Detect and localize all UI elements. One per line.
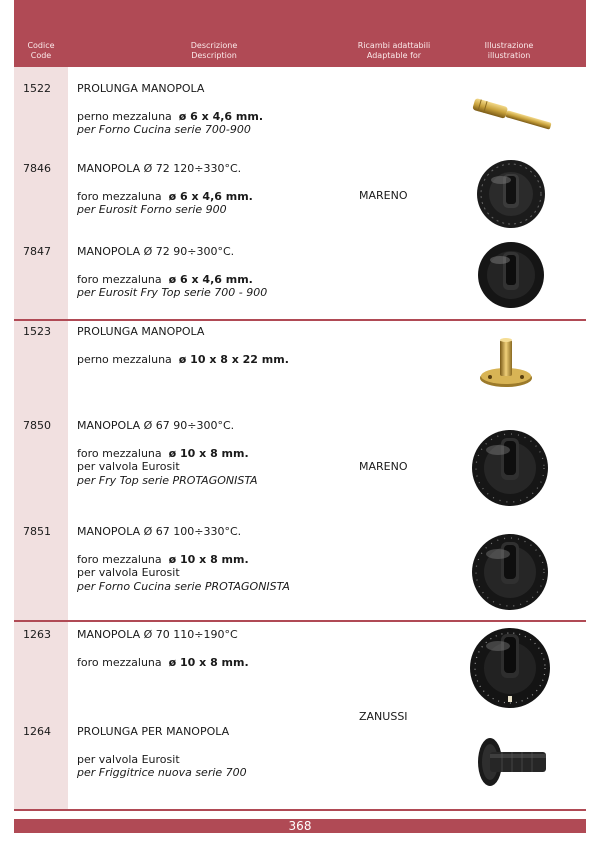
item-code: 1523 [23,325,51,338]
item-code: 7850 [23,419,51,432]
item-code: 1522 [23,82,51,95]
extension-pin-image [468,94,558,138]
item-description: MANOPOLA Ø 67 100÷330°C. foro mezzaluna ø 10 x 8 mm. per valvola Eurosit per Forno Cucina serie PROTAGONISTA [77,525,290,593]
brand-label: MARENO [359,189,408,202]
knob-image [470,532,550,612]
header-code: Codice Code [27,41,55,60]
header-illustration: Illustrazione illustration [484,41,534,60]
extension-base-image [476,332,536,392]
brand-label: MARENO [359,460,408,473]
knob-image [470,428,550,508]
group-divider [14,809,586,811]
group-divider [14,319,586,321]
item-description: PROLUNGA MANOPOLA perno mezzaluna ø 6 x 4,6 mm. per Forno Cucina serie 700-900 [77,82,264,136]
item-description: PROLUNGA MANOPOLA perno mezzaluna ø 10 x 8 x 22 mm. [77,325,289,366]
item-code: 7847 [23,245,51,258]
knob-image [475,158,547,230]
item-description: MANOPOLA Ø 72 120÷330°C. foro mezzaluna ø 6 x 4,6 mm. per Eurosit Forno serie 900 [77,162,253,216]
page-number: 368 [288,819,312,833]
item-code: 7851 [23,525,51,538]
item-description: MANOPOLA Ø 70 110÷190°C foro mezzaluna ø 10 x 8 mm. [77,628,249,669]
brand-label: ZANUSSI [359,710,408,723]
page-footer [14,819,586,833]
item-description: PROLUNGA PER MANOPOLA per valvola Eurosit per Friggitrice nuova serie 700 [77,725,247,779]
header-adaptable: Ricambi adattabili Adaptable for [357,41,431,60]
code-column [14,321,68,620]
knob-image [468,626,552,710]
extension-shaft-image [472,732,554,796]
code-column [14,67,68,319]
item-code: 1264 [23,725,51,738]
group-divider [14,620,586,622]
item-code: 1263 [23,628,51,641]
knob-image [476,240,546,310]
item-code: 7846 [23,162,51,175]
code-column [14,622,68,809]
item-description: MANOPOLA Ø 67 90÷300°C. foro mezzaluna ø 10 x 8 mm. per valvola Eurosit per Fry Top serie PROTAGONISTA [77,419,258,487]
header-description: Descrizione Description [190,41,238,60]
table-header [14,0,586,67]
item-description: MANOPOLA Ø 72 90÷300°C. foro mezzaluna ø 6 x 4,6 mm. per Eurosit Fry Top serie 700 - 900 [77,245,268,299]
